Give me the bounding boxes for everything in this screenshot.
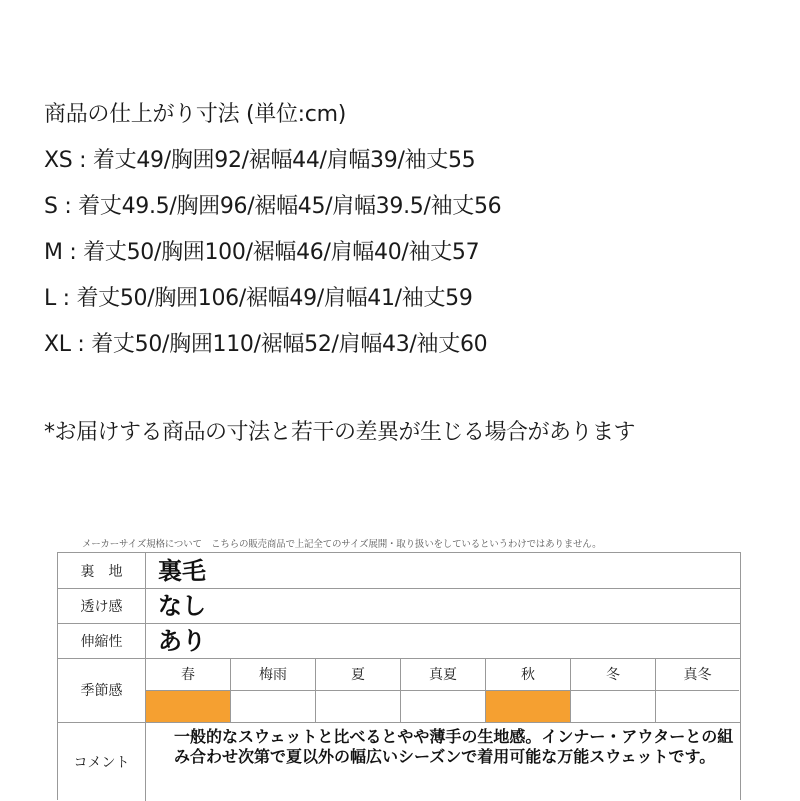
- season-indicator-autumn: [486, 690, 571, 722]
- maker-size-note: メーカーサイズ規格について こちらの販売商品で上記全てのサイズ展開・取り扱いをしているというわけではありません。: [82, 539, 602, 550]
- season-spring: 春: [146, 658, 231, 690]
- season-autumn: 秋: [486, 658, 571, 690]
- season-label: 季節感: [58, 658, 146, 722]
- stretch-label: 伸縮性: [58, 623, 146, 658]
- season-indicator-winter: [571, 690, 656, 722]
- comment-label: コメント: [58, 722, 146, 801]
- season-indicator-midsummer: [401, 690, 486, 722]
- row-divider: [58, 623, 740, 624]
- season-midwinter: 真冬: [683, 667, 712, 683]
- size-row-s: S : 着丈49.5/胸囲96/裾幅45/肩幅39.5/袖丈56: [44, 194, 502, 219]
- season-indicator-midwinter: [656, 690, 739, 722]
- lining-label: 裏 地: [58, 553, 146, 588]
- comment-text: 一般的なスウェットと比べるとやや薄手の生地感。インナー・アウターとの組み合わせ次第で夏以外の幅広いシーズンで着用可能な万能スウェットです。: [174, 727, 734, 766]
- lining-value: 裏毛: [158, 557, 206, 585]
- stretch-value: あり: [158, 627, 206, 655]
- season-rainy: 梅雨: [231, 658, 316, 690]
- season-indicator-rainy: [231, 690, 316, 722]
- sheerness-value: なし: [158, 592, 206, 620]
- row-divider: [58, 722, 740, 723]
- season-indicator-spring: [146, 690, 231, 722]
- row-divider: [58, 588, 740, 589]
- season-winter: 冬: [571, 658, 656, 690]
- size-heading: 商品の仕上がり寸法 (単位:cm): [44, 102, 346, 127]
- season-summer: 夏: [316, 658, 401, 690]
- size-disclaimer-note: *お届けする商品の寸法と若干の差異が生じる場合があります: [44, 420, 636, 445]
- size-row-xs: XS : 着丈49/胸囲92/裾幅44/肩幅39/袖丈55: [44, 148, 476, 173]
- spec-table: [57, 552, 741, 800]
- sheerness-label: 透け感: [58, 588, 146, 623]
- size-row-m: M : 着丈50/胸囲100/裾幅46/肩幅40/袖丈57: [44, 240, 480, 265]
- season-midsummer: 真夏: [401, 658, 486, 690]
- size-row-l: L : 着丈50/胸囲106/裾幅49/肩幅41/袖丈59: [44, 286, 473, 311]
- season-indicator-summer: [316, 690, 401, 722]
- size-row-xl: XL : 着丈50/胸囲110/裾幅52/肩幅43/袖丈60: [44, 332, 488, 357]
